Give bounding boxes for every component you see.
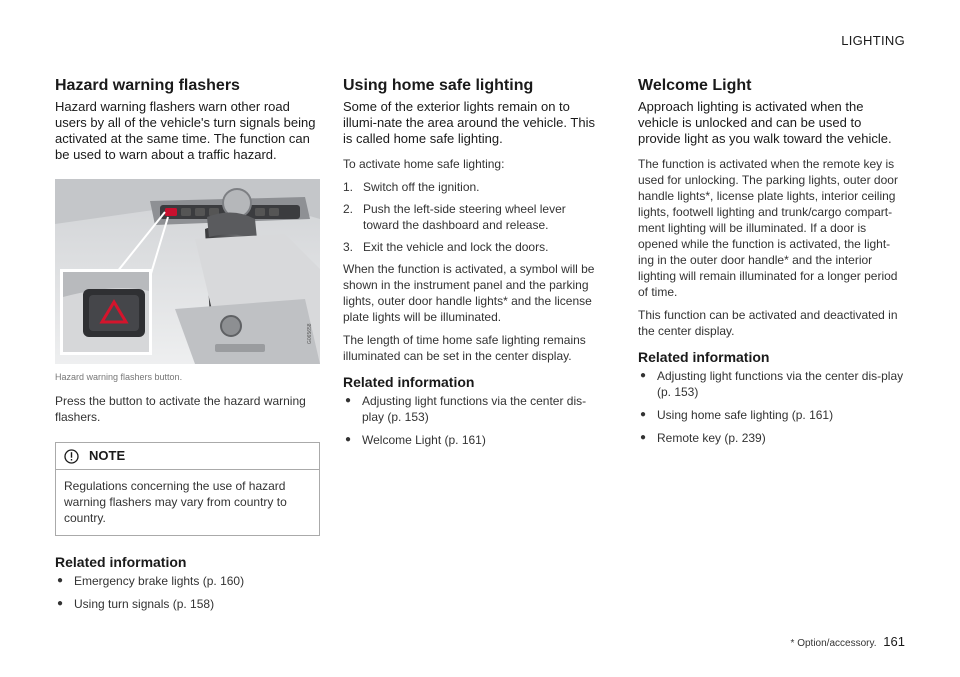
note-box bbox=[55, 442, 320, 536]
photo-caption: Hazard warning flashers button. bbox=[55, 372, 183, 382]
related-heading-3: Related information bbox=[638, 349, 770, 365]
hazard-button-photo bbox=[55, 179, 320, 364]
page-number: 161 bbox=[883, 634, 905, 649]
bullet-icon: ● bbox=[345, 434, 352, 445]
welcome-para2: This function can be activated and deactivated in the center display. bbox=[638, 308, 898, 338]
bullet-icon: ● bbox=[640, 370, 647, 381]
step-item: 1. Switch off the ignition. bbox=[343, 180, 480, 194]
hazard-lead-text: Hazard warning flashers warn other road users by all of the vehicle's turn signals being activated at the same time. The function can be used to warn about a traffic hazard. bbox=[55, 99, 316, 162]
step-item: 2. Push the left-side steering wheel lever toward the dashboard and release. bbox=[343, 202, 566, 232]
note-text: Regulations concerning the use of hazard warning flashers may vary from country to country. bbox=[64, 479, 287, 525]
bullet-icon: ● bbox=[640, 409, 647, 420]
info-icon bbox=[64, 449, 79, 464]
bullet-icon: ● bbox=[345, 395, 352, 406]
note-label: NOTE bbox=[89, 448, 126, 463]
heading-welcome-light: Welcome Light bbox=[638, 77, 752, 94]
related-heading-2: Related information bbox=[343, 374, 475, 390]
home-safe-para2: The length of time home safe lighting remains illuminated can be set in the center display. bbox=[343, 333, 586, 363]
hazard-instruction: Press the button to activate the hazard warning flashers. bbox=[55, 394, 306, 424]
column-welcome-light bbox=[638, 76, 905, 453]
image-code: G065658 bbox=[307, 323, 313, 344]
column-hazard-flashers bbox=[55, 76, 320, 619]
related-list-1 bbox=[55, 573, 320, 612]
home-safe-para1: When the function is activated, a symbol will be shown in the instrument panel and the parking lights, outer door handle lights* and the license plate lights will be illuminated. bbox=[343, 262, 595, 324]
bullet-icon: ● bbox=[640, 432, 647, 443]
section-header: LIGHTING bbox=[841, 33, 905, 48]
column-home-safe bbox=[343, 76, 603, 455]
related-list-2 bbox=[343, 393, 603, 448]
related-list-3 bbox=[638, 368, 905, 446]
list-item[interactable]: ● Adjusting light functions via the center dis-play (p. 153) bbox=[345, 394, 587, 424]
heading-hazard-flashers: Hazard warning flashers bbox=[55, 77, 240, 94]
list-item[interactable]: ● Emergency brake lights (p. 160) bbox=[57, 574, 245, 588]
list-item[interactable]: ● Using home safe lighting (p. 161) bbox=[640, 408, 834, 422]
page-footer bbox=[791, 634, 905, 649]
welcome-lead: Approach lighting is activated when the vehicle is unlocked and can be used to provide light as you walk toward the vehicle. bbox=[638, 99, 892, 146]
related-heading-1: Related information bbox=[55, 554, 187, 570]
welcome-para1: The function is activated when the remote key is used for unlocking. The parking lights, outer door handle lights*, license plate lights, interior ceiling lights, footwell lighting and trunk/cargo compart-ment lighting will be illuminated. If a door is opened while the function is activated, the light-ing in the outer door handle* and the interior lighting will remain illuminated for a longer period of time. bbox=[638, 157, 898, 299]
bullet-icon: ● bbox=[57, 575, 64, 586]
bullet-icon: ● bbox=[57, 598, 64, 609]
home-safe-lead: Some of the exterior lights remain on to illumi-nate the area around the vehicle. This is called home safe lighting. bbox=[343, 99, 595, 146]
list-item[interactable]: ● Remote key (p. 239) bbox=[640, 431, 766, 445]
heading-home-safe: Using home safe lighting bbox=[343, 77, 534, 94]
center-console-illustration bbox=[55, 179, 320, 364]
home-safe-intro: To activate home safe lighting: bbox=[343, 157, 505, 171]
step-item: 3. Exit the vehicle and lock the doors. bbox=[343, 240, 549, 254]
footnote: * Option/accessory. bbox=[790, 638, 877, 649]
list-item[interactable]: ● Using turn signals (p. 158) bbox=[57, 597, 215, 611]
home-safe-steps bbox=[343, 179, 603, 255]
list-item[interactable]: ● Adjusting light functions via the center dis-play (p. 153) bbox=[640, 369, 904, 399]
list-item[interactable]: ● Welcome Light (p. 161) bbox=[345, 433, 486, 447]
